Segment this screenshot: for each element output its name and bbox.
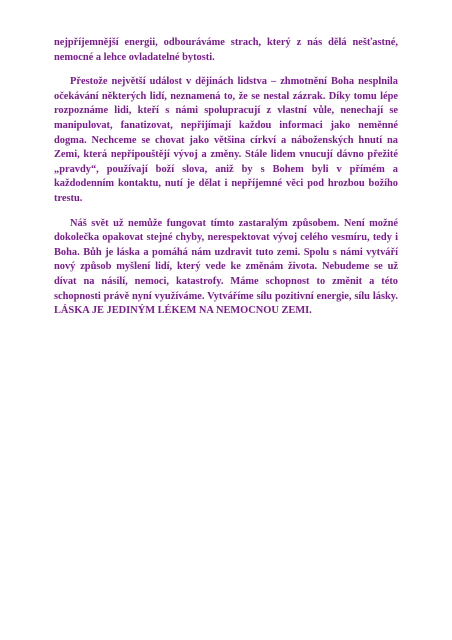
document-body: [54, 36, 398, 319]
paragraph-love-is-cure: Náš svět už nemůže fungovat tímto zastaralým způsobem. Není možné dokolečka opakovat stejné chyby, nerespektovat vývoj celého vesmíru, tedy i Boha. Bůh je láska a pomáhá nám uzdravit tuto zemi. Spolu s námi vytváří nový způsob myšlení lidí, který vede ke změnám života. Nebudeme se už dívat na násilí, nemoci, katastrofy. Máme schopnost to změnit a této schopnosti právě nyní využíváme. Vytváříme sílu pozitivní energie, sílu lásky. LÁSKA JE JEDINÝM LÉKEM NA NEMOCNOU ZEMI.: [54, 217, 398, 317]
paragraph-continuation: nejpříjemnější energii, odbouráváme strach, který z nás dělá nešťastné, nemocné a lehce ovladatelné bytosti.: [54, 37, 398, 63]
paragraph-event-of-history: Přestože největší událost v dějinách lidstva – zhmotnění Boha nesplnila očekávání některých lidí, neznamená to, že se nestal zázrak. Díky tomu lépe rozpoznáme lidi, kteří s námi spolupracují z vlastní vůle, nenechají se manipulovat, fanatizovat, nepřijímají každou informaci jako neměnné dogma. Nechceme se chovat jako většina církví a náboženských hnutí na Zemi, která nepřipouštějí vývoj a změny. Stále lidem vnucují dávno přežité „pravdy“, používají boží slova, aniž by s Bohem byli v přímém a každodenním kontaktu, nutí je dělat i nepříjemné věci pod hrozbou božího trestu.: [54, 76, 398, 204]
